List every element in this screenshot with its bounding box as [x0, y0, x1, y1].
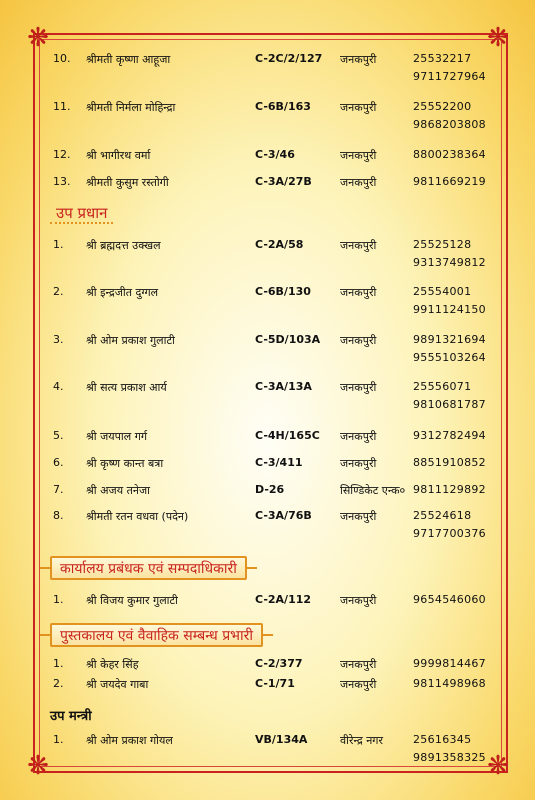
member-row: [0, 429, 535, 449]
corner-ornament-icon: ❋: [487, 23, 509, 53]
member-row: [0, 52, 535, 83]
section-heading-karyalaya: कार्यालय प्रबंधक एवं सम्पदाधिकारी: [50, 556, 247, 580]
phone-number: 25552200: [413, 100, 472, 113]
member-name: श्री ब्रह्मदत्त उक्खल: [86, 239, 161, 252]
area-name: जनकपुरी: [340, 176, 377, 189]
house-code: C-3/411: [255, 456, 303, 469]
phone-number: 25556071: [413, 380, 472, 393]
house-code: C-5D/103A: [255, 333, 321, 346]
row-number: 1.: [53, 733, 64, 746]
row-number: 13.: [53, 175, 71, 188]
member-name: श्री इन्द्रजीत दुग्गल: [86, 286, 159, 299]
house-code: C-3A/13A: [255, 380, 312, 393]
member-name: श्रीमती कुसुम रस्तोगी: [86, 176, 169, 189]
row-number: 1.: [53, 657, 64, 670]
area-name: जनकपुरी: [340, 149, 377, 162]
member-row: [0, 657, 535, 677]
member-name: श्री जयदेव गाबा: [86, 678, 149, 691]
member-name: श्रीमती रतन वधवा (पदेन): [86, 510, 189, 523]
member-name: श्री भागीरथ वर्मा: [86, 149, 151, 162]
member-row: [0, 100, 535, 131]
area-name: जनकपुरी: [340, 678, 377, 691]
member-row: [0, 733, 535, 764]
member-name: श्री केहर सिंह: [86, 658, 139, 671]
phone-number: 9811129892: [413, 483, 486, 496]
row-number: 5.: [53, 429, 64, 442]
member-row: [0, 677, 535, 697]
row-number: 1.: [53, 593, 64, 606]
house-code: C-2/377: [255, 657, 303, 670]
phone-number: 9312782494: [413, 429, 486, 442]
phone-number: 25524618: [413, 509, 472, 522]
area-name: जनकपुरी: [340, 430, 377, 443]
house-code: C-3A/76B: [255, 509, 312, 522]
phone-number-secondary: 9868203808: [413, 118, 486, 131]
section-heading-up-pradhan: उप प्रधान: [50, 203, 113, 223]
phone-number: 9891321694: [413, 333, 486, 346]
member-row: [0, 333, 535, 364]
row-number: 1.: [53, 238, 64, 251]
phone-number-secondary: 9313749812: [413, 256, 486, 269]
house-code: C-4H/165C: [255, 429, 320, 442]
member-name: श्री ओम प्रकाश गुलाटी: [86, 334, 175, 347]
row-number: 11.: [53, 100, 71, 113]
area-name: जनकपुरी: [340, 594, 377, 607]
phone-number-secondary: 9911124150: [413, 303, 486, 316]
house-code: C-3/46: [255, 148, 295, 161]
house-code: C-2C/2/127: [255, 52, 323, 65]
phone-number: 8800238364: [413, 148, 486, 161]
section-heading-pustakalaya: पुस्तकालय एवं वैवाहिक सम्बन्ध प्रभारी: [50, 623, 263, 647]
phone-number: 9811669219: [413, 175, 486, 188]
area-name: वीरेन्द्र नगर: [340, 734, 383, 747]
corner-ornament-icon: ❋: [487, 751, 509, 781]
row-number: 6.: [53, 456, 64, 469]
house-code: C-2A/112: [255, 593, 312, 606]
member-name: श्री कृष्ण कान्त बत्रा: [86, 457, 164, 470]
corner-ornament-icon: ❋: [27, 23, 49, 53]
house-code: C-6B/130: [255, 285, 311, 298]
row-number: 3.: [53, 333, 64, 346]
phone-number-secondary: 9711727964: [413, 70, 486, 83]
member-row: [0, 380, 535, 411]
house-code: C-1/71: [255, 677, 295, 690]
area-name: जनकपुरी: [340, 658, 377, 671]
row-number: 2.: [53, 285, 64, 298]
row-number: 10.: [53, 52, 71, 65]
phone-number: 25532217: [413, 52, 472, 65]
member-row: [0, 593, 535, 613]
member-name: श्री सत्य प्रकाश आर्य: [86, 381, 167, 394]
member-row: [0, 483, 535, 503]
phone-number-secondary: 9555103264: [413, 351, 486, 364]
area-name: जनकपुरी: [340, 381, 377, 394]
member-name: श्री जयपाल गर्ग: [86, 430, 148, 443]
phone-number: 8851910852: [413, 456, 486, 469]
house-code: C-3A/27B: [255, 175, 312, 188]
phone-number: 9811498968: [413, 677, 486, 690]
member-row: [0, 285, 535, 316]
member-name: श्री अजय तनेजा: [86, 484, 150, 497]
phone-number: 9999814467: [413, 657, 486, 670]
member-row: [0, 175, 535, 195]
row-number: 4.: [53, 380, 64, 393]
member-row: [0, 456, 535, 476]
member-name: श्रीमती निर्मला मोहिन्द्रा: [86, 101, 176, 114]
member-row: [0, 238, 535, 269]
row-number: 7.: [53, 483, 64, 496]
row-number: 2.: [53, 677, 64, 690]
area-name: जनकपुरी: [340, 53, 377, 66]
phone-number: 25616345: [413, 733, 472, 746]
house-code: C-6B/163: [255, 100, 311, 113]
area-name: जनकपुरी: [340, 239, 377, 252]
member-name: श्री ओम प्रकाश गोयल: [86, 734, 173, 747]
member-row: [0, 509, 535, 540]
phone-number: 25554001: [413, 285, 472, 298]
area-name: जनकपुरी: [340, 457, 377, 470]
phone-number-secondary: 9717700376: [413, 527, 486, 540]
phone-number-secondary: 9891358325: [413, 751, 486, 764]
house-code: C-2A/58: [255, 238, 304, 251]
section-heading-up-mantri: उप मन्त्री: [50, 709, 92, 724]
row-number: 8.: [53, 509, 64, 522]
row-number: 12.: [53, 148, 71, 161]
member-row: [0, 148, 535, 168]
phone-number-secondary: 9810681787: [413, 398, 486, 411]
area-name: जनकपुरी: [340, 510, 377, 523]
member-name: श्रीमती कृष्णा आहूजा: [86, 53, 171, 66]
corner-ornament-icon: ❋: [27, 751, 49, 781]
area-name: सिण्डिकेट एन्क०: [340, 484, 406, 497]
house-code: VB/134A: [255, 733, 308, 746]
member-name: श्री विजय कुमार गुलाटी: [86, 594, 178, 607]
house-code: D-26: [255, 483, 285, 496]
phone-number: 25525128: [413, 238, 472, 251]
phone-number: 9654546060: [413, 593, 486, 606]
area-name: जनकपुरी: [340, 101, 377, 114]
area-name: जनकपुरी: [340, 334, 377, 347]
area-name: जनकपुरी: [340, 286, 377, 299]
